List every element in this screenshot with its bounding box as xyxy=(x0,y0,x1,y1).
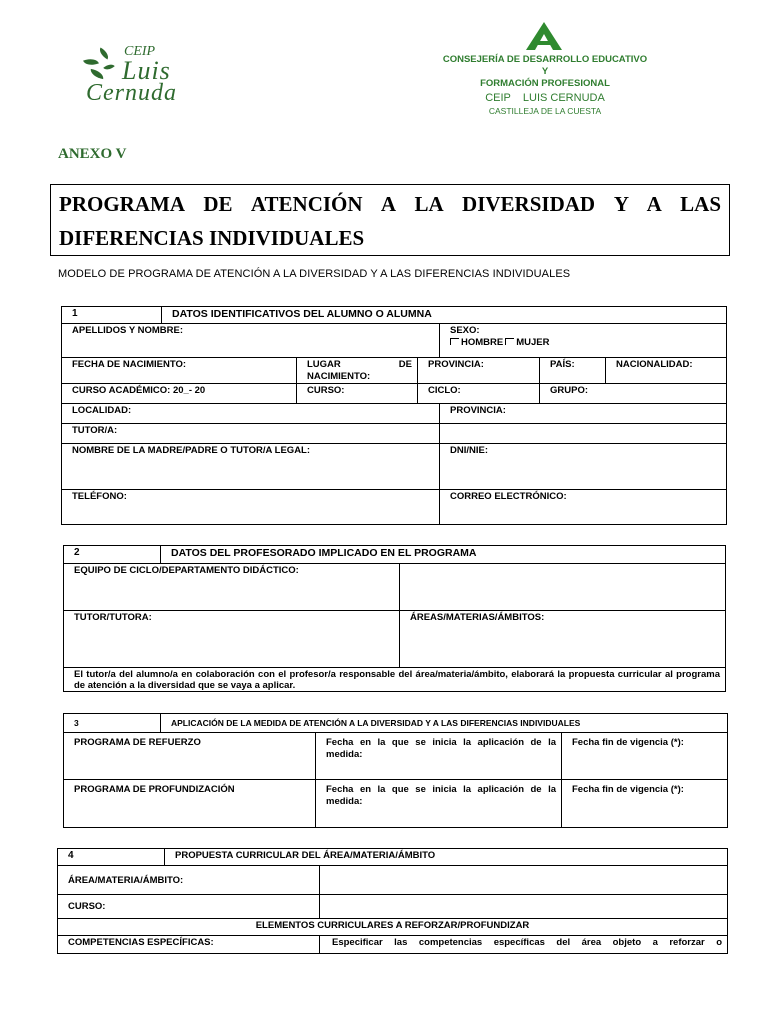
section2-note: El tutor/a del alumno/a en colaboración con el profesor/a responsable del área/materia/ámbito, elaborará la propuesta curricular al programa de atención a la diversidad que se vaya a aplicar. xyxy=(64,668,726,692)
pais-field[interactable]: PAÍS: xyxy=(540,358,606,384)
junta-andalucia-logo-icon xyxy=(526,22,562,50)
lugar-nacimiento-field[interactable]: LUGAR DE NACIMIENTO: xyxy=(297,358,418,384)
school-logo xyxy=(82,44,192,108)
grupo-field[interactable]: GRUPO: xyxy=(540,384,727,404)
telefono-field[interactable]: TELÉFONO: xyxy=(62,490,440,525)
tutor-tutora-field[interactable]: TUTOR/TUTORA: xyxy=(64,611,400,668)
section4-number: 4 xyxy=(58,849,165,866)
area-materia-field[interactable]: ÁREA/MATERIA/ÁMBITO: xyxy=(58,866,320,895)
localidad-field[interactable]: LOCALIDAD: xyxy=(62,404,440,424)
subtitle: MODELO DE PROGRAMA DE ATENCIÓN A LA DIVERSIDAD Y A LAS DIFERENCIAS INDIVIDUALES xyxy=(58,268,571,280)
curso-academico-field[interactable]: CURSO ACADÉMICO: 20_- 20 xyxy=(62,384,297,404)
title-box xyxy=(50,184,730,256)
section1-number: 1 xyxy=(62,307,162,324)
ciclo-field[interactable]: CICLO: xyxy=(418,384,540,404)
mujer-label: MUJER xyxy=(516,337,550,348)
logo-luis: Luis xyxy=(122,56,171,85)
leaf-icon xyxy=(83,56,99,68)
school-town: CASTILLEJA DE LA CUESTA xyxy=(488,106,602,116)
provincia-field[interactable]: PROVINCIA: xyxy=(418,358,540,384)
refuerzo-field[interactable]: PROGRAMA DE REFUERZO xyxy=(64,733,316,780)
equipo-value[interactable] xyxy=(400,564,726,611)
leaf-icon xyxy=(103,61,115,72)
consejeria-line1: CONSEJERÍA DE DESARROLLO EDUCATIVO Y xyxy=(442,54,648,77)
consejeria-block xyxy=(440,22,650,117)
section4-heading: PROPUESTA CURRICULAR DEL ÁREA/MATERIA/ÁMBITO xyxy=(165,849,728,866)
consejeria-line2: FORMACIÓN PROFESIONAL xyxy=(480,78,610,89)
apellidos-field[interactable]: APELLIDOS Y NOMBRE: xyxy=(62,324,440,358)
curso-field[interactable]: CURSO: xyxy=(297,384,418,404)
section2-number: 2 xyxy=(64,546,161,564)
section1-heading: DATOS IDENTIFICATIVOS DEL ALUMNO O ALUMNA xyxy=(162,307,727,324)
profundizacion-field[interactable]: PROGRAMA DE PROFUNDIZACIÓN xyxy=(64,780,316,828)
competencias-field: COMPETENCIAS ESPECÍFICAS: xyxy=(58,936,320,954)
section3-heading: APLICACIÓN DE LA MEDIDA DE ATENCIÓN A LA DIVERSIDAD Y A LAS DIFERENCIAS INDIVIDUALES xyxy=(161,714,728,733)
section1-table xyxy=(61,306,727,525)
section4-table xyxy=(57,848,728,954)
fecha-nacimiento-field[interactable]: FECHA DE NACIMIENTO: xyxy=(62,358,297,384)
dni-field[interactable]: DNI/NIE: xyxy=(440,444,727,490)
curso4-field[interactable]: CURSO: xyxy=(58,895,320,919)
profundizacion-fecha-inicio[interactable]: Fecha en la que se inicia la aplicación de la medida: xyxy=(316,780,562,828)
section3-table xyxy=(63,713,728,828)
sexo-field xyxy=(440,324,727,358)
anexo-label: ANEXO V xyxy=(58,146,127,162)
leaf-icon xyxy=(97,47,111,59)
hombre-checkbox[interactable] xyxy=(450,338,459,345)
section2-table xyxy=(63,545,726,692)
provincia2-field[interactable]: PROVINCIA: xyxy=(440,404,727,424)
tutor-field-right[interactable] xyxy=(440,424,727,444)
page-title: PROGRAMA DE ATENCIÓN A LA DIVERSIDAD Y A LAS DIFERENCIAS INDIVIDUALES xyxy=(59,192,721,250)
logo-ceip: CEIP xyxy=(124,44,156,59)
leaf-icon xyxy=(89,69,104,79)
school-name: CEIP LUIS CERNUDA xyxy=(485,92,605,104)
profundizacion-fecha-fin[interactable]: Fecha fin de vigencia (*): xyxy=(562,780,728,828)
refuerzo-fecha-inicio[interactable]: Fecha en la que se inicia la aplicación de la medida: xyxy=(316,733,562,780)
logo-cernuda: Cernuda xyxy=(86,80,177,106)
correo-field[interactable]: CORREO ELECTRÓNICO: xyxy=(440,490,727,525)
equipo-field[interactable]: EQUIPO DE CICLO/DEPARTAMENTO DIDÁCTICO: xyxy=(64,564,400,611)
hombre-label: HOMBRE xyxy=(461,337,504,348)
mujer-checkbox[interactable] xyxy=(505,338,514,345)
elementos-heading: ELEMENTOS CURRICULARES A REFORZAR/PROFUNDIZAR xyxy=(58,919,728,936)
areas-field[interactable]: ÁREAS/MATERIAS/ÁMBITOS: xyxy=(400,611,726,668)
area-materia-value[interactable] xyxy=(320,866,728,895)
competencias-description[interactable]: Especificar las competencias específicas del área objeto a reforzar o xyxy=(320,936,728,954)
curso4-value[interactable] xyxy=(320,895,728,919)
refuerzo-fecha-fin[interactable]: Fecha fin de vigencia (*): xyxy=(562,733,728,780)
nacionalidad-field[interactable]: NACIONALIDAD: xyxy=(606,358,727,384)
section3-number: 3 xyxy=(64,714,161,733)
section2-heading: DATOS DEL PROFESORADO IMPLICADO EN EL PROGRAMA xyxy=(161,546,726,564)
sexo-label: SEXO: xyxy=(450,325,480,336)
tutor-field[interactable]: TUTOR/A: xyxy=(62,424,440,444)
madre-padre-field[interactable]: NOMBRE DE LA MADRE/PADRE O TUTOR/A LEGAL: xyxy=(62,444,440,490)
